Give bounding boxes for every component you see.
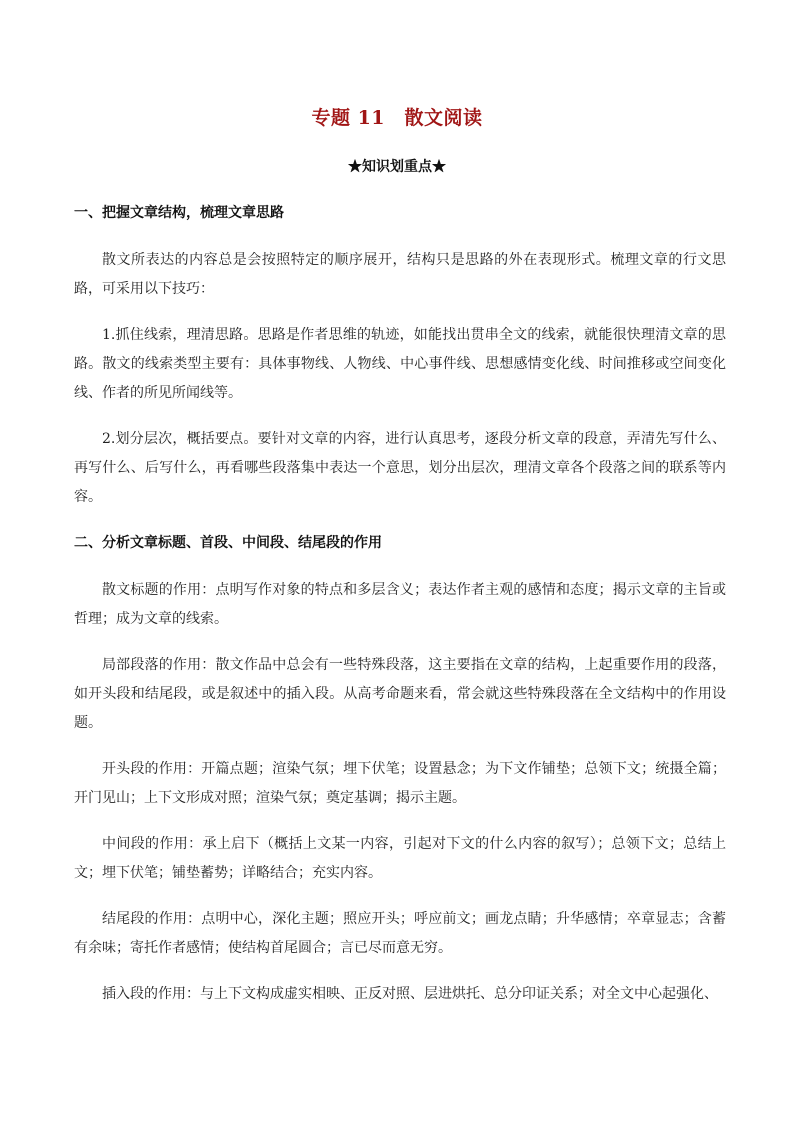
paragraph-opening-function: 开头段的作用：开篇点题；渲染气氛；埋下伏笔；设置悬念；为下文作铺垫；总领下文；统摄全篇；开门见山；上下文形成对照；渲染气氛；奠定基调；揭示主题。 xyxy=(74,761,726,806)
paragraph-ending-function: 结尾段的作用：点明中心，深化主题；照应开头；呼应前文；画龙点睛；升华感情；卒章显志；含蓄有余味；寄托作者感情；使结构首尾圆合；言已尽而意无穷。 xyxy=(74,911,726,956)
section-heading-2: 二、分析文章标题、首段、中间段、结尾段的作用 xyxy=(74,535,382,551)
paragraph-technique-1: 1.抓住线索，理清思路。思路是作者思维的轨迹，如能找出贯串全文的线索，就能很快理清文章的思路。散文的线索类型主要有：具体事物线、人物线、中心事件线、思想感情变化线、时间推移或空间变化线、作者的所见所闻线等。 xyxy=(74,327,726,401)
paragraph-middle-function: 中间段的作用：承上启下（概括上文某一内容，引起对下文的什么内容的叙写）；总领下文；总结上文；埋下伏笔；铺垫蓄势；详略结合；充实内容。 xyxy=(74,836,726,881)
section-banner: ★知识划重点★ xyxy=(348,159,446,175)
paragraph-technique-2: 2.划分层次，概括要点。要针对文章的内容，进行认真思考，逐段分析文章的段意，弄清先写什么、再写什么、后写什么，再看哪些段落集中表达一个意思，划分出层次，理清文章各个段落之间的联系等内容。 xyxy=(74,431,726,505)
paragraph-local-section-function: 局部段落的作用：散文作品中总会有一些特殊段落，这主要指在文章的结构，上起重要作用的段落，如开头段和结尾段，或是叙述中的插入段。从高考命题来看，常会就这些特殊段落在全文结构中的作用设题。 xyxy=(74,657,726,731)
paragraph-intro: 散文所表达的内容总是会按照特定的顺序展开，结构只是思路的外在表现形式。梳理文章的行文思路，可采用以下技巧： xyxy=(74,252,726,297)
paragraph-title-function: 散文标题的作用：点明写作对象的特点和多层含义；表达作者主观的感情和态度；揭示文章的主旨或哲理；成为文章的线索。 xyxy=(74,582,726,627)
page-title: 专题 11 散文阅读 xyxy=(311,107,483,129)
document-body xyxy=(74,199,726,1026)
paragraph-inserted-function: 插入段的作用：与上下文构成虚实相映、正反对照、层进烘托、总分印证关系；对全文中心起强化、 xyxy=(102,986,718,1002)
section-heading-1: 一、把握文章结构，梳理文章思路 xyxy=(74,205,284,221)
